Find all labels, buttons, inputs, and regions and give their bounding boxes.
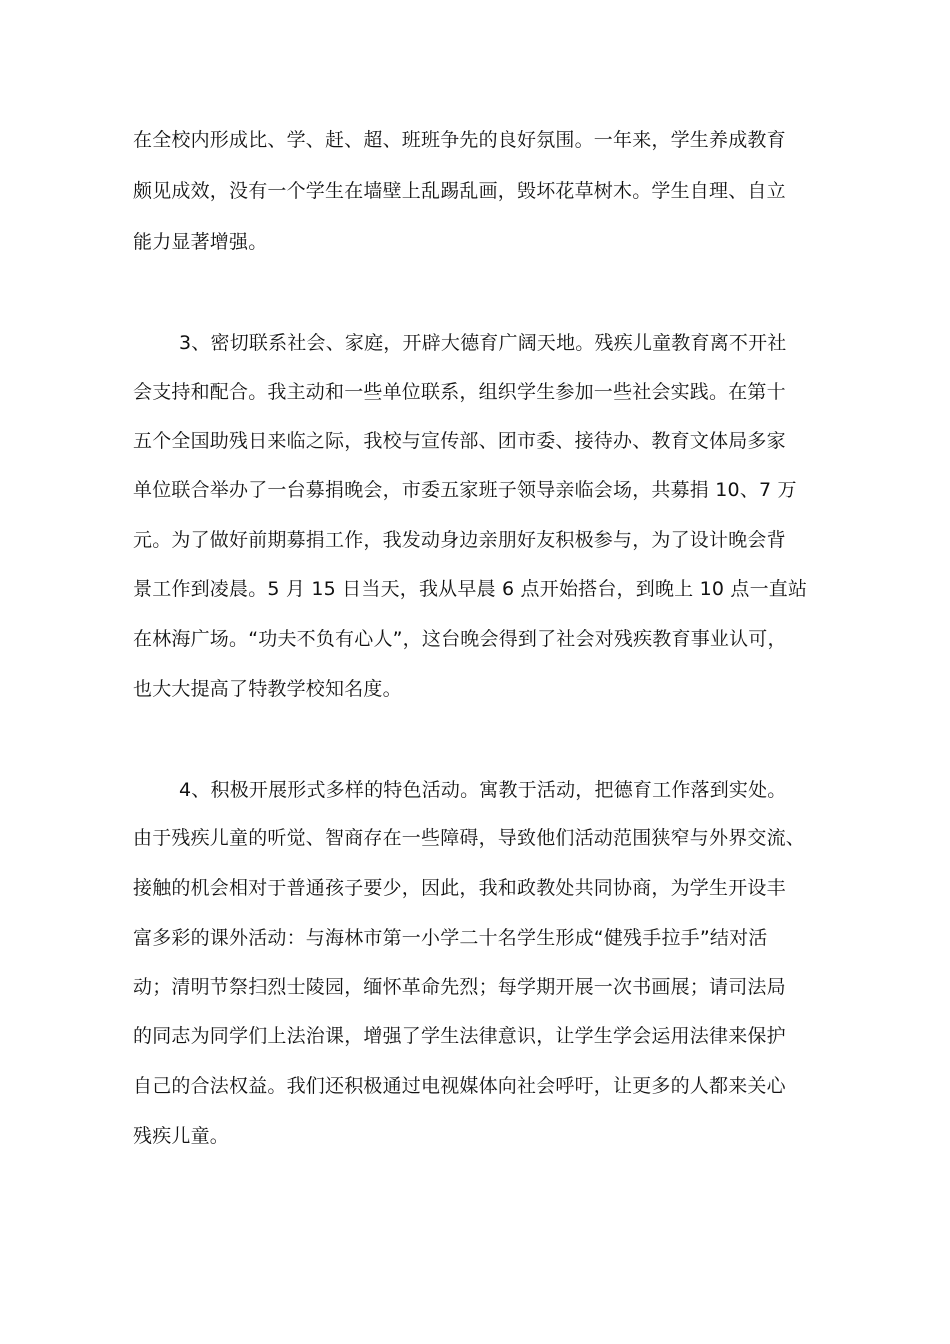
text-line: 残疾儿童。 [133,1125,230,1147]
text-line: 会支持和配合。我主动和一些单位联系，组织学生参加一些社会实践。在第十 [133,381,786,403]
text-line: 单位联合举办了一台募捐晚会，市委五家班子领导亲临会场，共募捐 10、7 万 [133,479,797,501]
text-line: 景工作到凌晨。5 月 15 日当天，我从早晨 6 点开始搭台，到晚上 10 点一直站 [133,578,808,600]
text-line: 4、积极开展形式多样的特色活动。寓教于活动，把德育工作落到实处。 [179,779,787,801]
text-line: 富多彩的课外活动：与海林市第一小学二十名学生形成“健残手拉手”结对活 [133,927,768,949]
text-line: 五个全国助残日来临之际，我校与宣传部、团市委、接待办、教育文体局多家 [133,430,786,452]
text-line: 能力显著增强。 [133,231,268,253]
text-line: 在林海广场。“功夫不负有心人”，这台晚会得到了社会对残疾教育事业认可， [133,628,787,650]
text-line: 颇见成效，没有一个学生在墙壁上乱踢乱画，毁坏花草树木。学生自理、自立 [133,180,786,202]
text-line: 元。为了做好前期募捐工作，我发动身边亲朋好友积极参与，为了设计晚会背 [133,529,786,551]
text-line: 在全校内形成比、学、赶、超、班班争先的良好氛围。一年来，学生养成教育 [133,129,786,151]
text-line: 3、密切联系社会、家庭，开辟大德育广阔天地。残疾儿童教育离不开社 [179,332,787,354]
text-line: 动；清明节祭扫烈士陵园，缅怀革命先烈；每学期开展一次书画展；请司法局 [133,976,786,998]
text-line: 的同志为同学们上法治课，增强了学生法律意识，让学生学会运用法律来保护 [133,1025,786,1047]
text-line: 接触的机会相对于普通孩子要少，因此，我和政教处共同协商，为学生开设丰 [133,877,786,899]
text-line: 自己的合法权益。我们还积极通过电视媒体向社会呼吁，让更多的人都来关心 [133,1075,786,1097]
text-line: 由于残疾儿童的听觉、智商存在一些障碍，导致他们活动范围狭窄与外界交流、 [133,827,806,849]
text-line: 也大大提高了特教学校知名度。 [133,678,402,700]
